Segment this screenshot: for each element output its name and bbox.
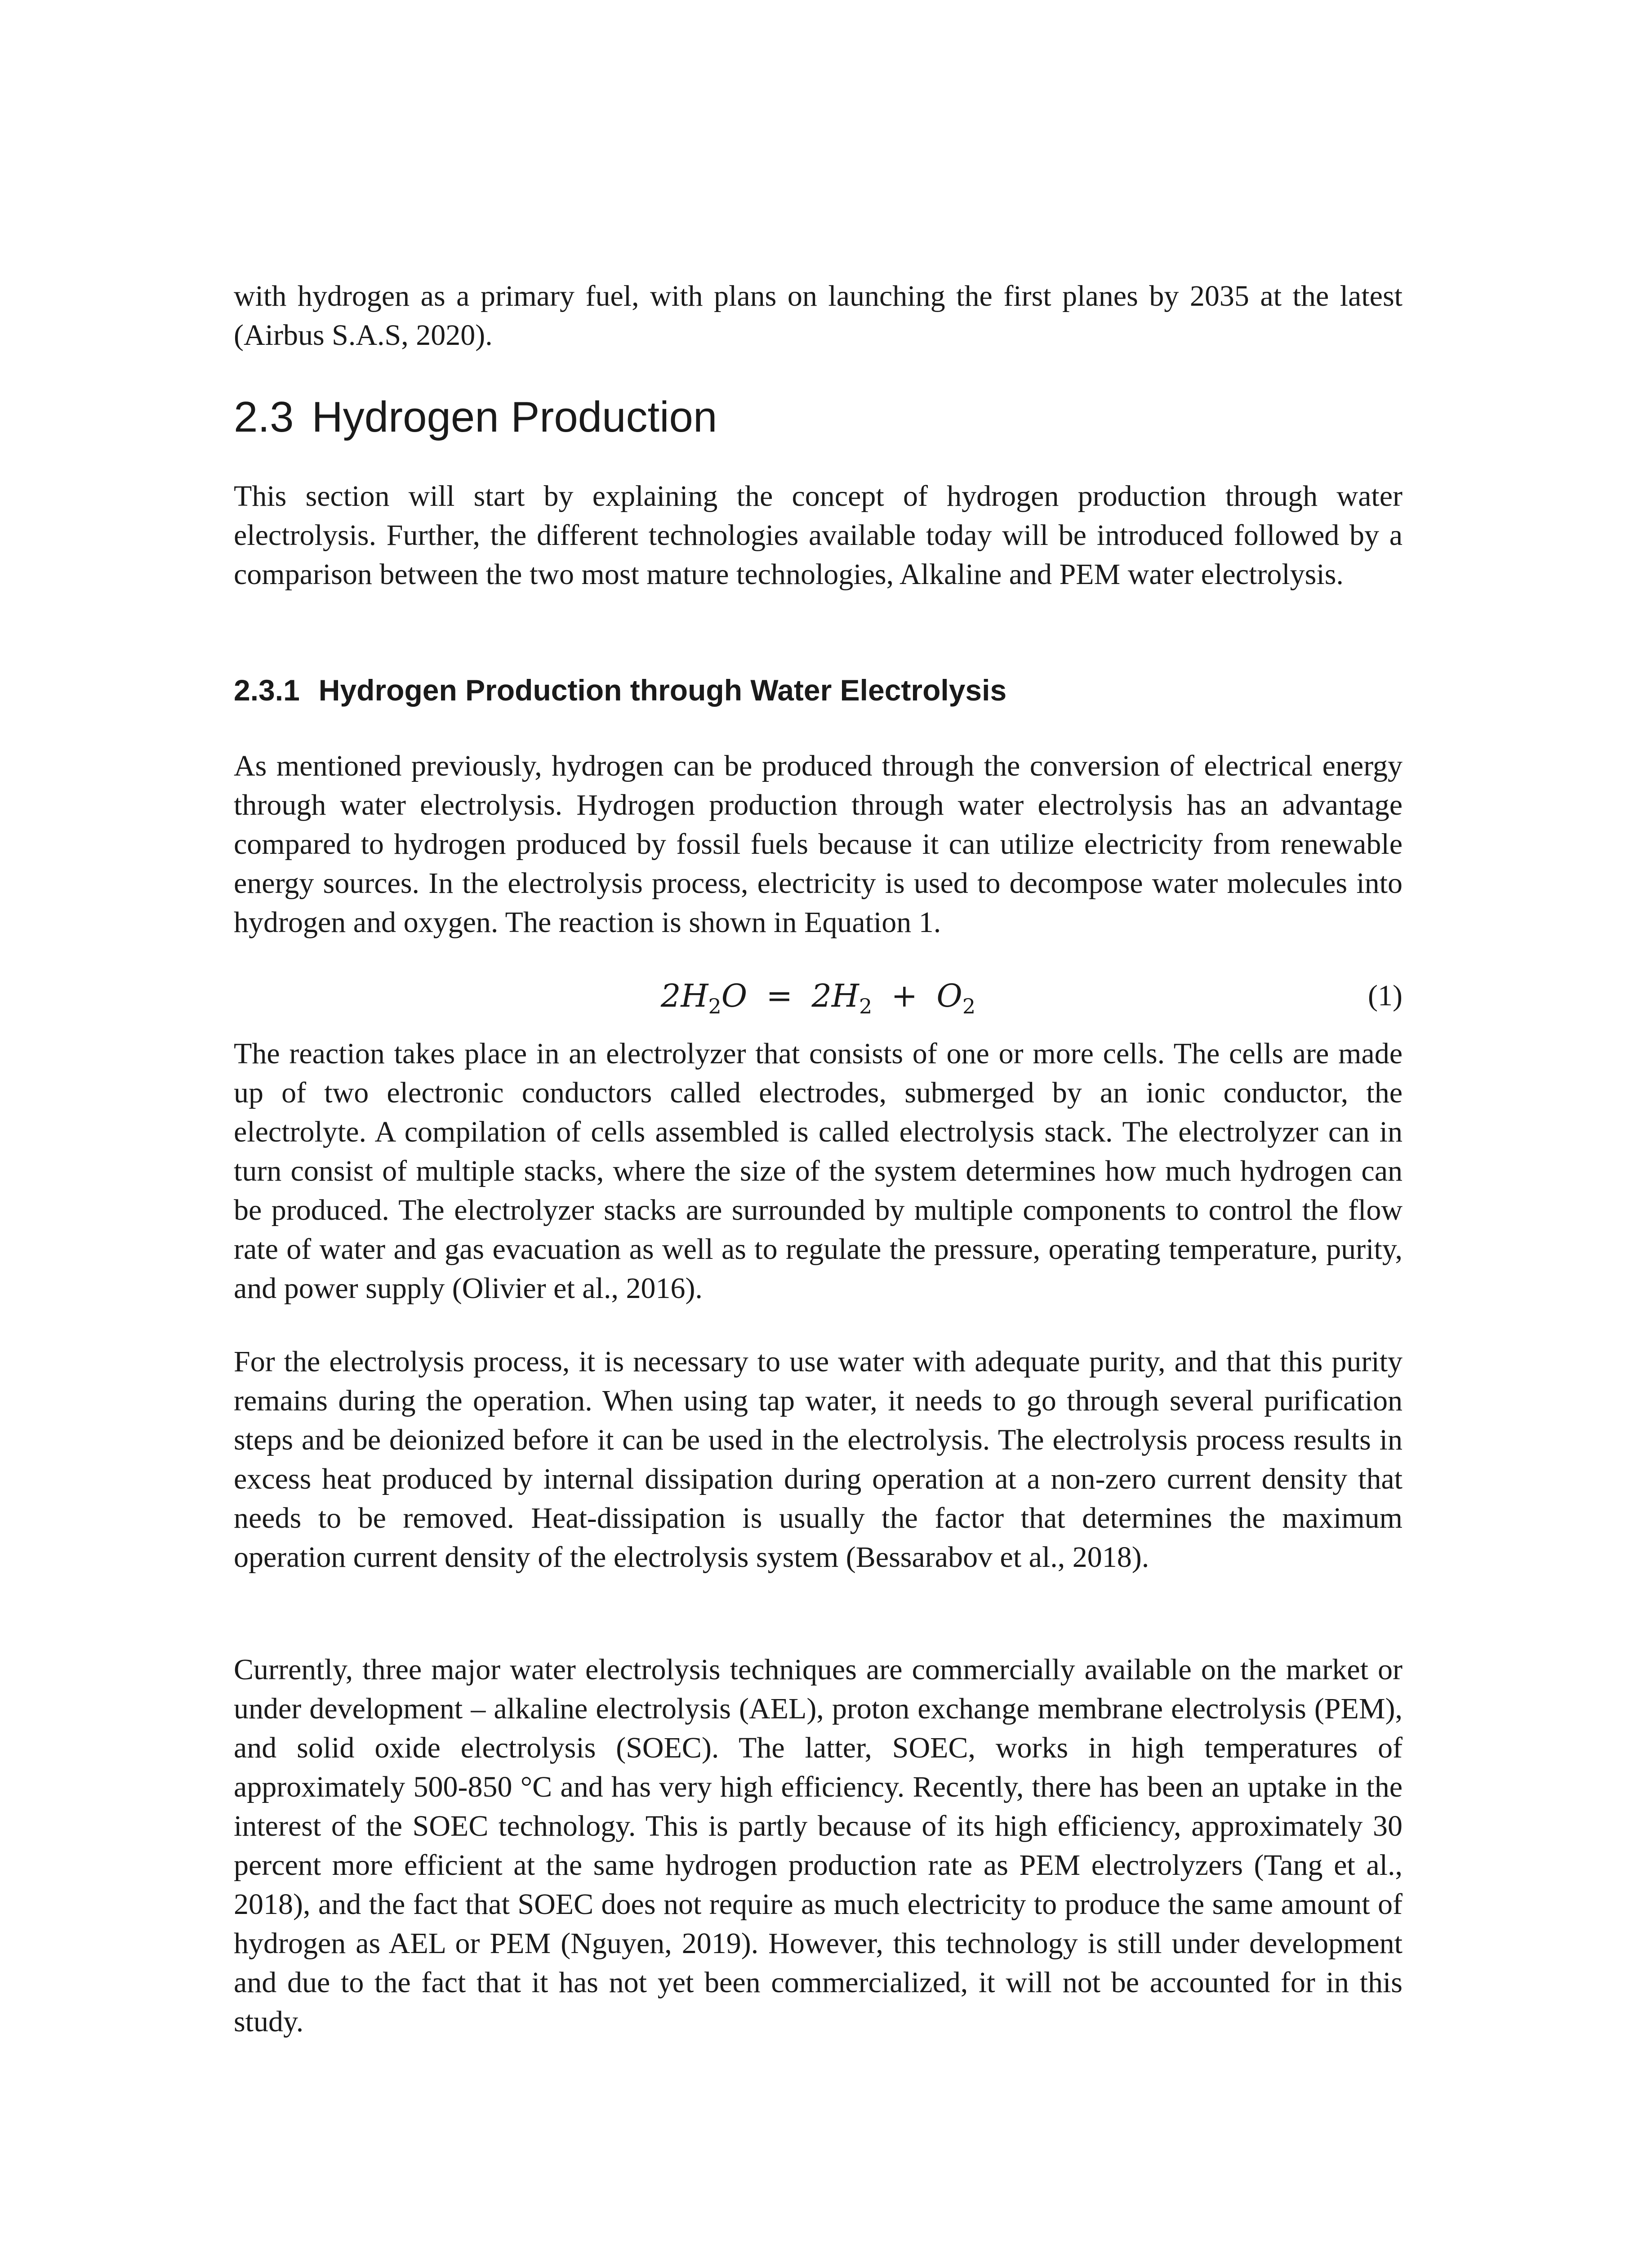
section-intro-paragraph (234, 477, 1403, 594)
subsection-heading (234, 670, 1403, 710)
equation-term: 2 (660, 977, 681, 1014)
section-number: 2.3 (234, 393, 294, 441)
equation-subscript: 2 (708, 994, 721, 1018)
subsection-number: 2.3.1 (234, 674, 300, 707)
electrolyzer-paragraph (234, 1034, 1403, 1308)
paragraph-text: The reaction takes place in an electrolyzer that consists of one or more cells. The cells are made up of two electronic conductors called electrodes, submerged by an ionic conductor, the electrolyte. A compilation of cells assembled is called electrolysis stack. The electrolyzer can in turn consist of multiple stacks, where the size of the system determines how much hydrogen can be produced. The electrolyzer stacks are surrounded by multiple components to control the flow rate of water and gas evacuation as well as to regulate the pressure, operating temperature, purity, and power supply (Olivier et al., 2016). (234, 1037, 1403, 1305)
equation-operator: = (766, 977, 793, 1014)
equation-term: O (721, 977, 748, 1014)
equation-term: O (936, 977, 962, 1014)
equation-number: (1) (1368, 979, 1403, 1012)
water-purity-paragraph (234, 1342, 1403, 1577)
equation-subscript: 2 (962, 994, 976, 1018)
paragraph-text: This section will start by explaining the concept of hydrogen production through water electrolysis. Further, the different technologies available today will be introduced followed by a comparison between the two most mature technologies, Alkaline and PEM water electrolysis. (234, 480, 1403, 591)
equation-1 (234, 973, 1403, 1018)
equation-operator: + (891, 977, 918, 1014)
electrolysis-intro-paragraph (234, 746, 1403, 942)
techniques-paragraph (234, 1650, 1403, 2041)
paragraph-text: Currently, three major water electrolysis techniques are commercially available on the market or under development – alkaline electrolysis (AEL), proton exchange membrane electrolysis (PEM), and solid oxide electrolysis (SOEC). The latter, SOEC, works in high temperatures of approximately 500-850 °C and has very high efficiency. Recently, there has been an uptake in the interest of the SOEC technology. This is partly because of its high efficiency, approximately 30 percent more efficient at the same hydrogen production rate as PEM electrolyzers (Tang et al., 2018), and the fact that SOEC does not require as much electricity to produce the same amount of hydrogen as AEL or PEM (Nguyen, 2019). However, this technology is still under development and due to the fact that it has not yet been commercialized, it will not be accounted for in this study. (234, 1653, 1403, 2038)
equation-formula (234, 973, 1403, 1029)
paragraph-continued (234, 277, 1403, 355)
paragraph-text: For the electrolysis process, it is necessary to use water with adequate purity, and that this purity remains during the operation. When using tap water, it needs to go through several purification steps and be deionized before it can be used in the electrolysis. The electrolysis process results in excess heat produced by internal dissipation during operation at a non-zero current density that needs to be removed. Heat-dissipation is usually the factor that determines the maximum operation current density of the electrolysis system (Bessarabov et al., 2018). (234, 1345, 1403, 1574)
equation-term: H (681, 977, 708, 1014)
paragraph-text: with hydrogen as a primary fuel, with plans on launching the first planes by 2035 at the latest (Airbus S.A.S, 2020). (234, 280, 1403, 352)
equation-term: 2 (811, 977, 832, 1014)
equation-term: H (831, 977, 859, 1014)
section-title: Hydrogen Production (312, 393, 717, 441)
equation-subscript: 2 (859, 994, 873, 1018)
section-heading (234, 390, 1403, 444)
subsection-title: Hydrogen Production through Water Electrolysis (318, 674, 1007, 707)
paragraph-text: As mentioned previously, hydrogen can be produced through the conversion of electrical energy through water electrolysis. Hydrogen production through water electrolysis has an advantage compared to hydrogen produced by fossil fuels because it can utilize electricity from renewable energy sources. In the electrolysis process, electricity is used to decompose water molecules into hydrogen and oxygen. The reaction is shown in Equation 1. (234, 749, 1403, 939)
